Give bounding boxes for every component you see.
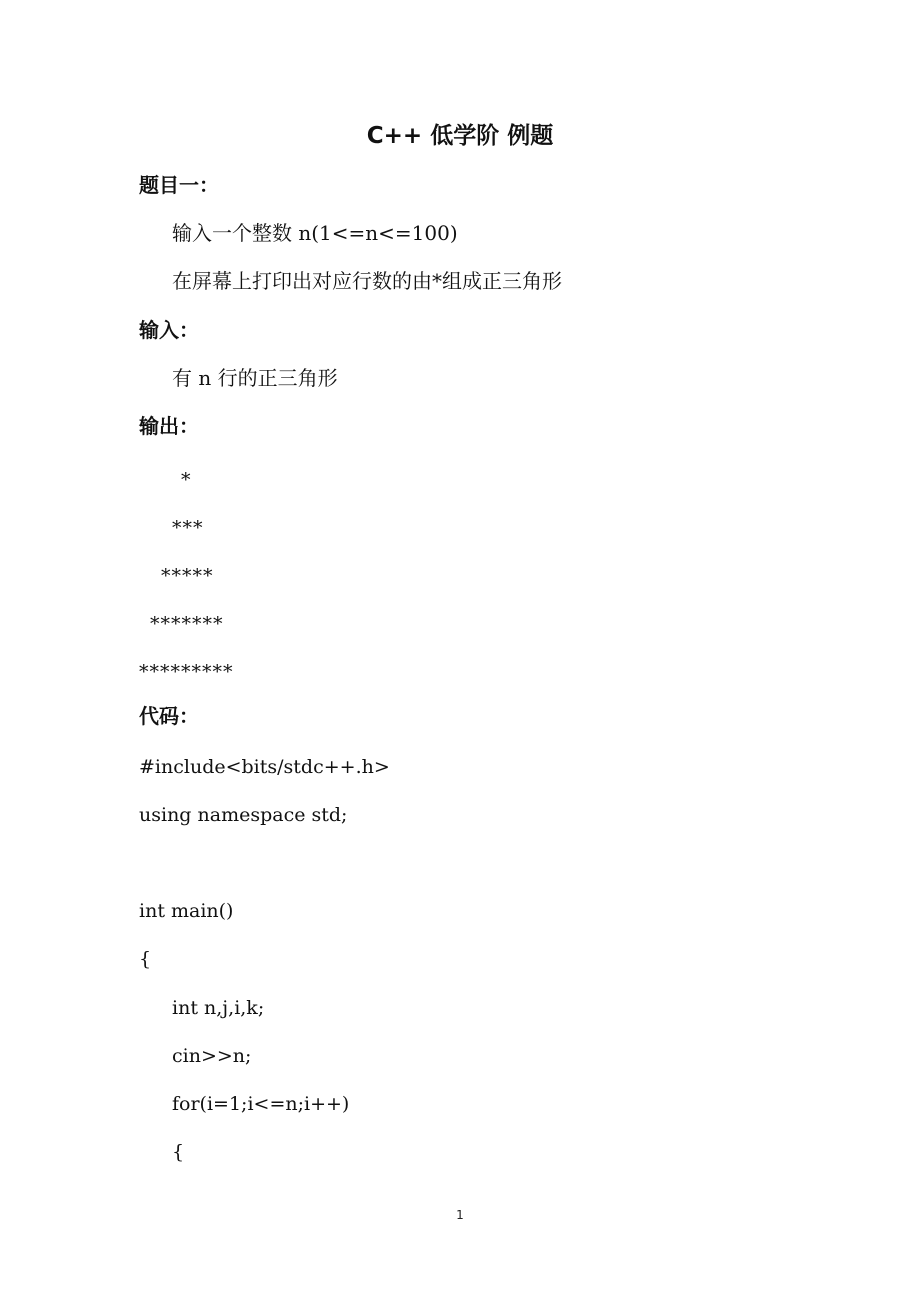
page-number: 1 [456, 1208, 464, 1222]
code-line-5: int n,j,i,k; [172, 997, 265, 1019]
output-triangle-row-4: ******* [150, 613, 224, 635]
code-line-1: #include<bits/stdc++.h> [139, 756, 390, 778]
output-triangle-row-1: * [181, 469, 192, 491]
input-line-1: 有 n 行的正三角形 [172, 366, 338, 390]
code-line-2: using namespace std; [139, 804, 348, 826]
code-line-8: { [172, 1141, 185, 1163]
code-line-7: for(i=1;i<=n;i++) [172, 1093, 350, 1115]
document-title: C++ 低学阶 例题 [366, 123, 554, 149]
problem-line-2: 在屏幕上打印出对应行数的由*组成正三角形 [172, 269, 562, 293]
output-triangle-row-2: *** [172, 517, 204, 539]
output-heading: 输出： [139, 414, 199, 438]
output-triangle-row-5: ********* [139, 661, 234, 683]
problem-heading: 题目一： [139, 173, 219, 197]
problem-line-1: 输入一个整数 n(1<=n<=100) [172, 221, 458, 245]
code-heading: 代码： [139, 704, 199, 728]
code-line-4: { [139, 948, 152, 970]
code-line-6: cin>>n; [172, 1045, 252, 1067]
code-line-3: int main() [139, 900, 234, 922]
input-heading: 输入： [139, 318, 199, 342]
output-triangle-row-3: ***** [161, 565, 214, 587]
